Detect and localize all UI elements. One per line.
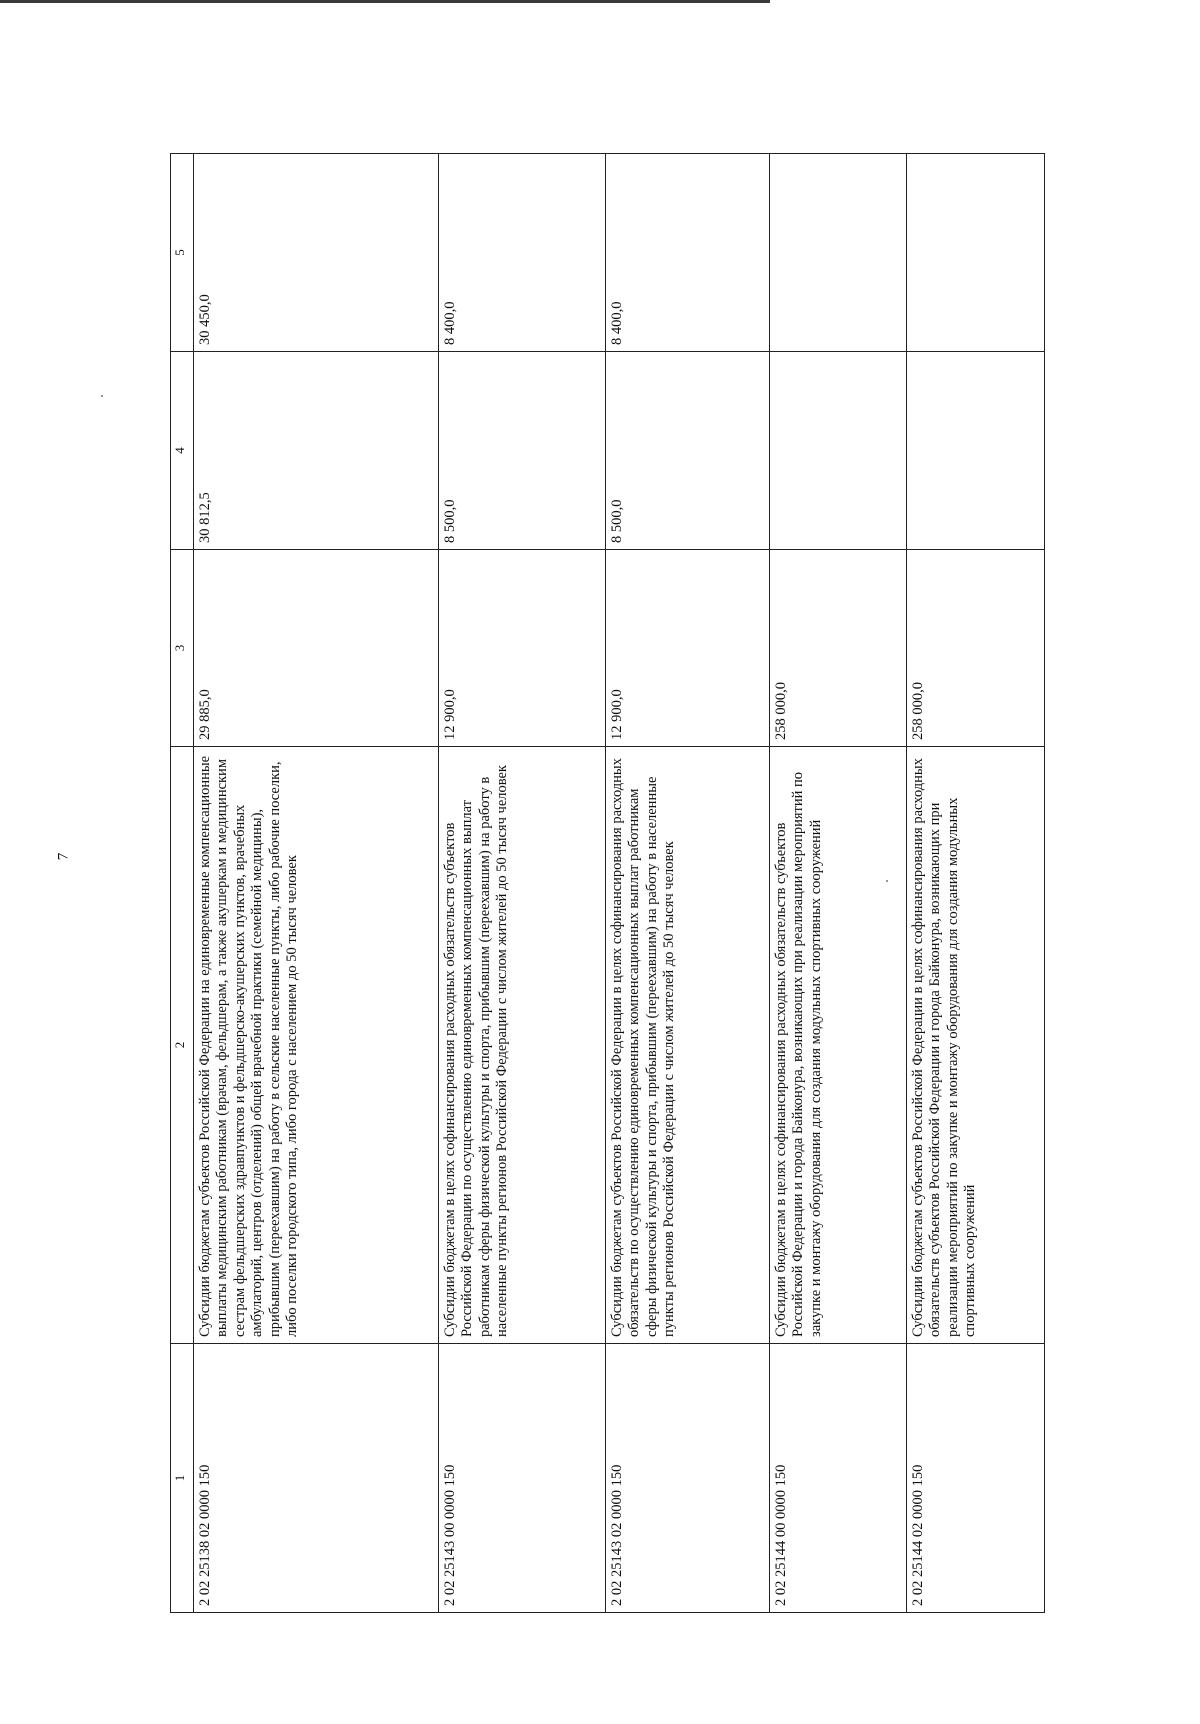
amount-col4-cell: 30 812,5 [194, 352, 439, 550]
page-number: 7 [55, 852, 72, 861]
amount-col4-cell [770, 352, 907, 550]
description-cell: Субсидии бюджетам в целях софинансирования расходных обязательств субъектов Российской Федерации по осуществлению единовременных компенсационных выплат работникам сферы физической культуры и спорта, прибывшим (переехавшим) на работу в населенные пункты регионов Российской Федерации с числом жителей до 50 тысяч человек [439, 747, 606, 1344]
amount-col5-cell: 30 450,0 [194, 154, 439, 352]
table-row [606, 154, 770, 1613]
description-cell: Субсидии бюджетам субъектов Российской Федерации в целях софинансирования расходных обязательств субъектов Российской Федерации и города Байконура, возникающих при реализации мероприятий по закупке и монтажу оборудования для создания модульных спортивных сооружений [907, 747, 1045, 1344]
table-row [907, 154, 1045, 1613]
amount-col4-cell [907, 352, 1045, 550]
budget-code-cell: 2 02 25143 02 0000 150 [606, 1344, 770, 1613]
header-cell-2: 2 [171, 747, 194, 1344]
table-area [170, 154, 1079, 1613]
amount-col3-cell: 258 000,0 [770, 550, 907, 747]
amount-col5-cell: 8 400,0 [439, 154, 606, 352]
amount-col3-cell: 12 900,0 [439, 550, 606, 747]
budget-table [170, 153, 1045, 1613]
table-row [439, 154, 606, 1613]
budget-code-cell: 2 02 25144 00 0000 150 [770, 1344, 907, 1613]
budget-code-cell: 2 02 25144 02 0000 150 [907, 1344, 1045, 1613]
header-cell-1: 1 [171, 1344, 194, 1613]
table-row [194, 154, 439, 1613]
amount-col4-cell: 8 500,0 [606, 352, 770, 550]
scan-speck [101, 395, 103, 397]
budget-code-cell: 2 02 25143 00 0000 150 [439, 1344, 606, 1613]
description-cell: Субсидии бюджетам субъектов Российской Федерации на единовременные компенсационные выплаты медицинским работникам (врачам, фельдшерам, а также акушеркам и медицинским сестрам фельдшерских здравпунктов и фельдшерско-акушерских пунктов, врачебных амбулаторий, центров (отделений) общей врачебной практики (семейной медицины), прибывшим (переехавшим) на работу в сельские населенные пункты, либо рабочие поселки, либо поселки городского типа, либо города с населением до 50 тысяч человек [194, 747, 439, 1344]
description-cell: Субсидии бюджетам субъектов Российской Федерации в целях софинансирования расходных обязательств по осуществлению единовременных компенсационных выплат работникам сферы физической культуры и спорта, прибывшим (переехавшим) на работу в населенные пункты регионов Российской Федерации с числом жителей до 50 тысяч человек [606, 747, 770, 1344]
budget-code-cell: 2 02 25138 02 0000 150 [194, 1344, 439, 1613]
amount-col3-cell: 258 000,0 [907, 550, 1045, 747]
header-cell-5: 5 [171, 154, 194, 352]
description-cell: Субсидии бюджетам в целях софинансирования расходных обязательств субъектов Российской Федерации и города Байконура, возникающих при реализации мероприятий по закупке и монтажу оборудования для создания модульных спортивных сооружений [770, 747, 907, 1344]
header-row [171, 154, 194, 1613]
header-cell-3: 3 [171, 550, 194, 747]
header-cell-4: 4 [171, 352, 194, 550]
scan-edge-line [0, 0, 770, 3]
amount-col4-cell: 8 500,0 [439, 352, 606, 550]
amount-col5-cell [907, 154, 1045, 352]
amount-col3-cell: 12 900,0 [606, 550, 770, 747]
amount-col5-cell [770, 154, 907, 352]
amount-col3-cell: 29 885,0 [194, 550, 439, 747]
amount-col5-cell: 8 400,0 [606, 154, 770, 352]
table-row [770, 154, 907, 1613]
